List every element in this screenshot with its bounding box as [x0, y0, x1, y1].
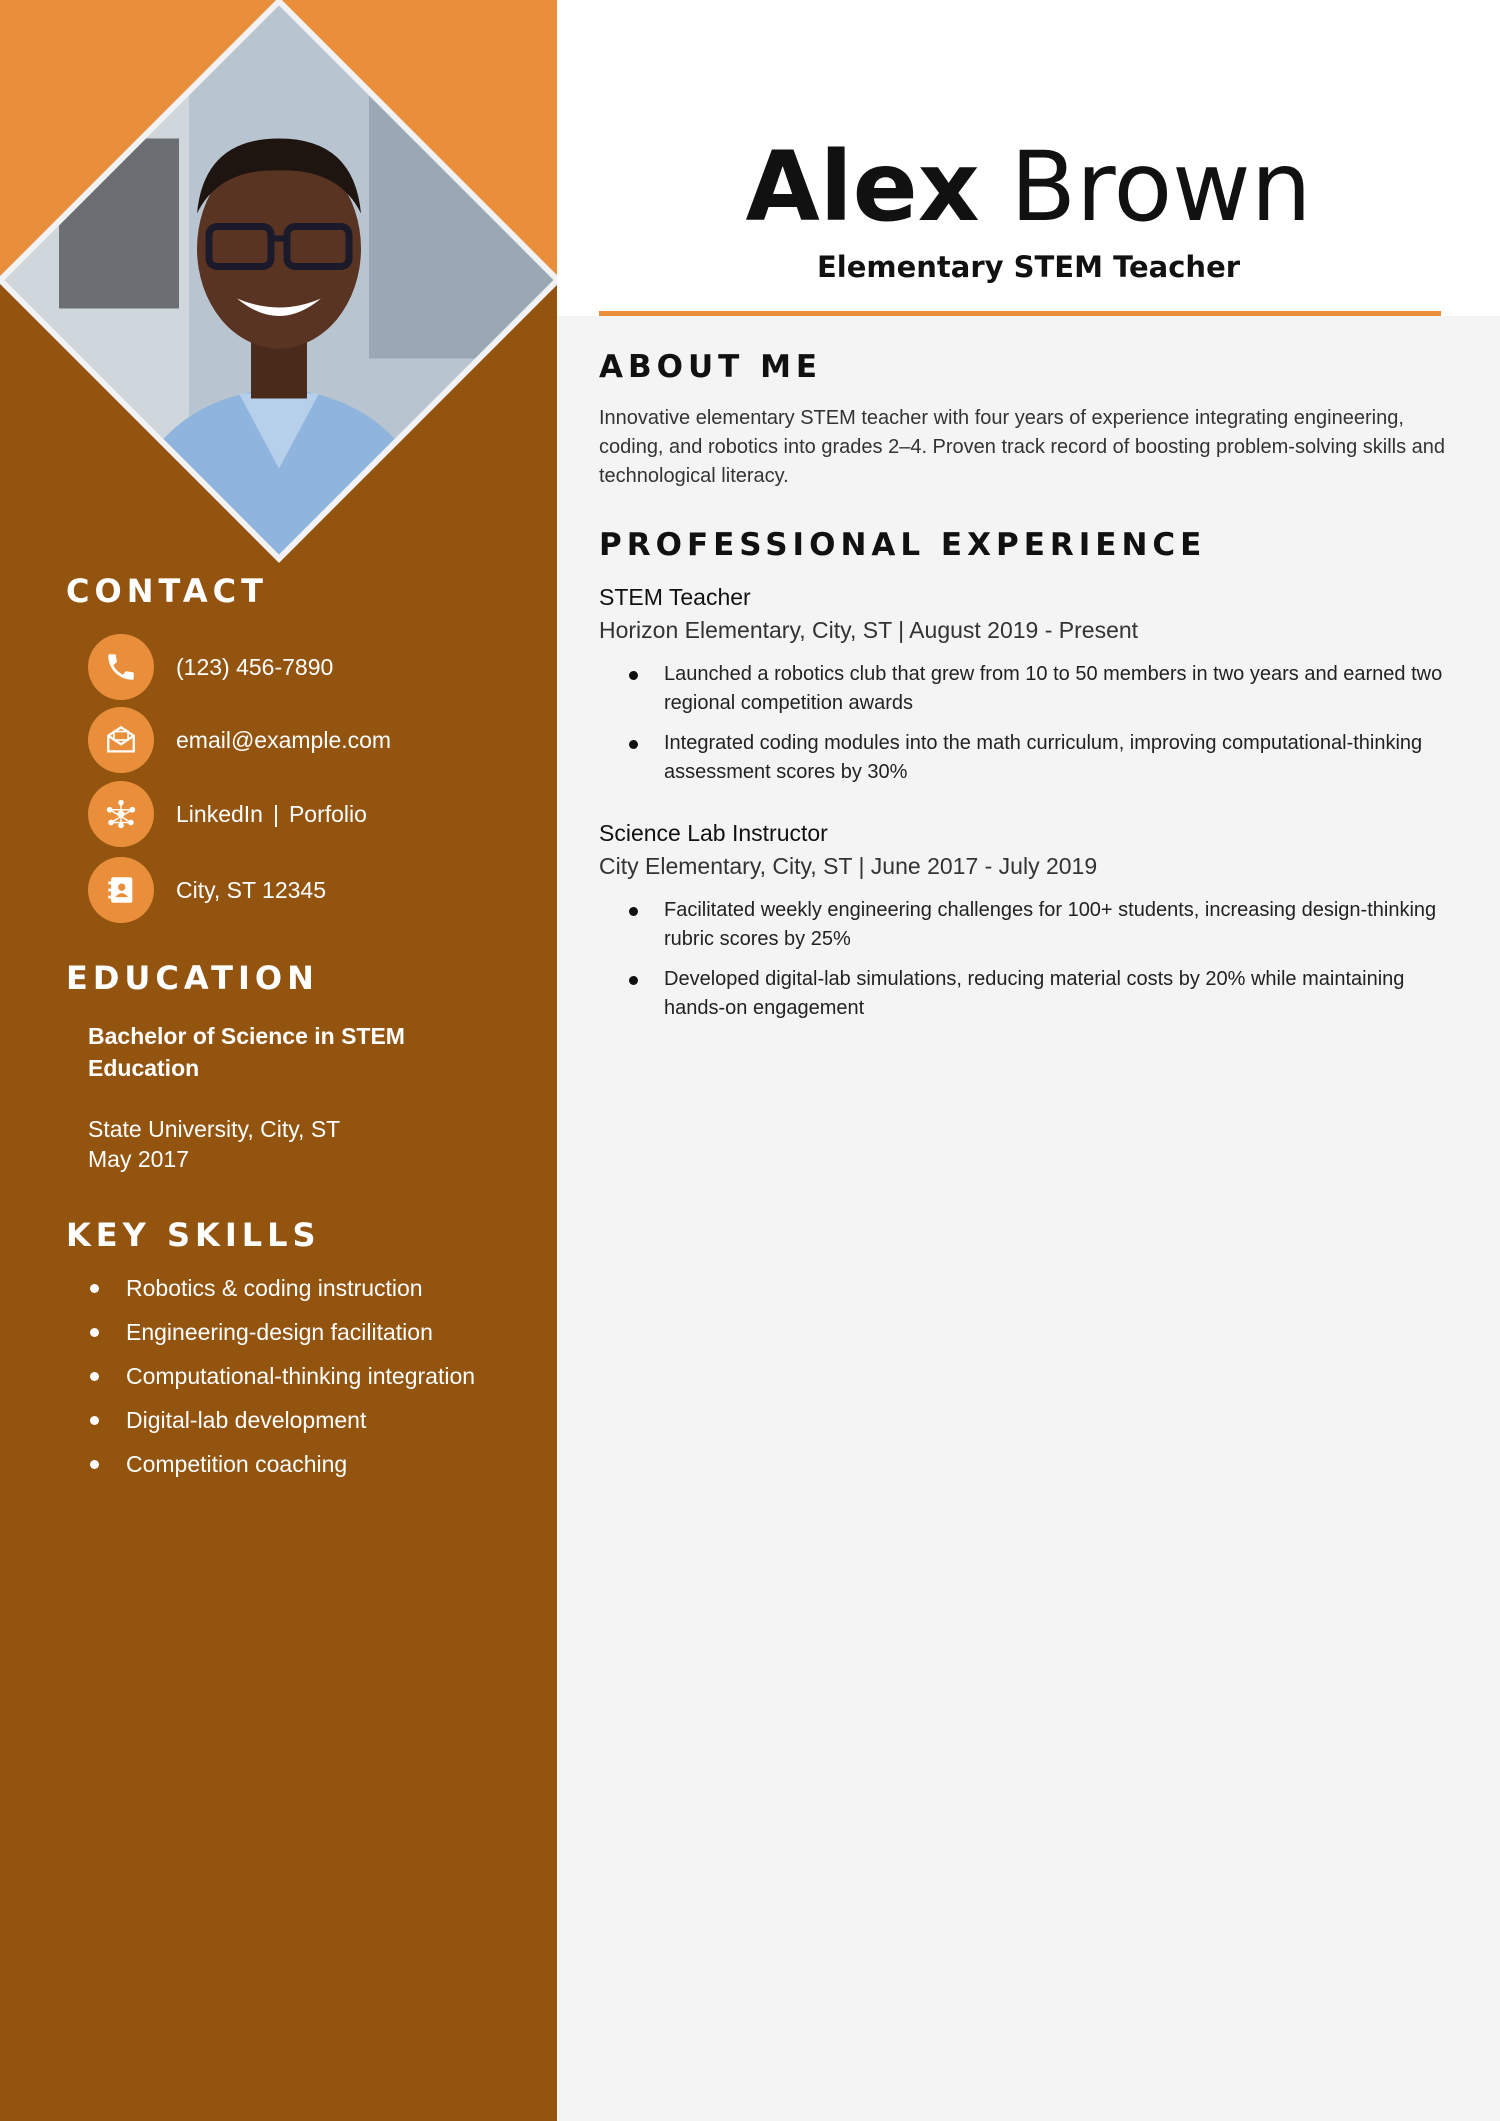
job-bullet: Integrated coding modules into the math curriculum, improving computational-thinking assessment scores by 30%: [599, 729, 1459, 787]
location-text: City, ST 12345: [176, 876, 327, 903]
email-address[interactable]: email@example.com: [176, 726, 392, 753]
job-bullet: Developed digital-lab simulations, reducing material costs by 20% while maintaining hands-on engagement: [599, 965, 1459, 1023]
job-role: STEM Teacher: [599, 584, 751, 610]
candidate-name: [557, 132, 1500, 242]
phone-number: (123) 456-7890: [176, 653, 334, 680]
job-organization: City Elementary, City, ST | June 2017 - July 2019: [599, 853, 1098, 879]
linkedin-link[interactable]: LinkedIn: [176, 800, 263, 827]
address-book-icon: [88, 857, 154, 923]
contact-links-text: [176, 801, 367, 828]
link-separator: |: [272, 800, 279, 827]
job-role: Science Lab Instructor: [599, 820, 828, 846]
skill-item: Digital-lab development: [88, 1404, 528, 1436]
contact-heading: CONTACT: [66, 572, 268, 610]
experience-entry: [599, 582, 1459, 798]
job-bullets: [599, 896, 1459, 1023]
skill-item: Computational-thinking integration: [88, 1360, 528, 1392]
contact-location: [88, 857, 326, 923]
skills-heading: KEY SKILLS: [66, 1216, 321, 1254]
job-title: Elementary STEM Teacher: [816, 250, 1241, 284]
job-bullet: Facilitated weekly engineering challenges for 100+ students, increasing design-thinking rubric scores by 25%: [599, 896, 1459, 954]
education-heading: EDUCATION: [66, 959, 319, 997]
portfolio-link[interactable]: Porfolio: [288, 800, 367, 827]
first-name: Alex: [745, 131, 980, 243]
education-details: [88, 1114, 488, 1174]
skill-item: Robotics & coding instruction: [88, 1272, 528, 1304]
experience-heading: PROFESSIONAL EXPERIENCE: [599, 527, 1207, 563]
experience-entry: [599, 818, 1459, 1034]
header-divider: [599, 311, 1441, 316]
phone-icon: [88, 634, 154, 700]
contact-links: [88, 781, 367, 847]
job-bullet: Launched a robotics club that grew from 10 to 50 members in two years and earned two regional competition awards: [599, 660, 1459, 718]
job-organization: Horizon Elementary, City, ST | August 2019 - Present: [599, 617, 1139, 643]
last-name: Brown: [1010, 131, 1312, 243]
contact-phone: [88, 634, 333, 700]
job-bullets: [599, 660, 1459, 787]
education-degree: Bachelor of Science in STEM Education: [88, 1023, 405, 1081]
network-icon: [88, 781, 154, 847]
about-text: Innovative elementary STEM teacher with four years of experience integrating engineering, coding, and robotics into grades 2–4. Proven track record of boosting problem-solving skills and technological literacy.: [599, 407, 1446, 487]
education-school: State University, City, ST: [88, 1116, 341, 1142]
education-date: May 2017: [88, 1146, 190, 1172]
skills-list: [88, 1272, 528, 1492]
about-heading: ABOUT ME: [599, 349, 823, 385]
skill-item: Competition coaching: [88, 1448, 528, 1480]
skill-item: Engineering-design facilitation: [88, 1316, 528, 1348]
email-icon: [88, 707, 154, 773]
contact-email: [88, 707, 391, 773]
